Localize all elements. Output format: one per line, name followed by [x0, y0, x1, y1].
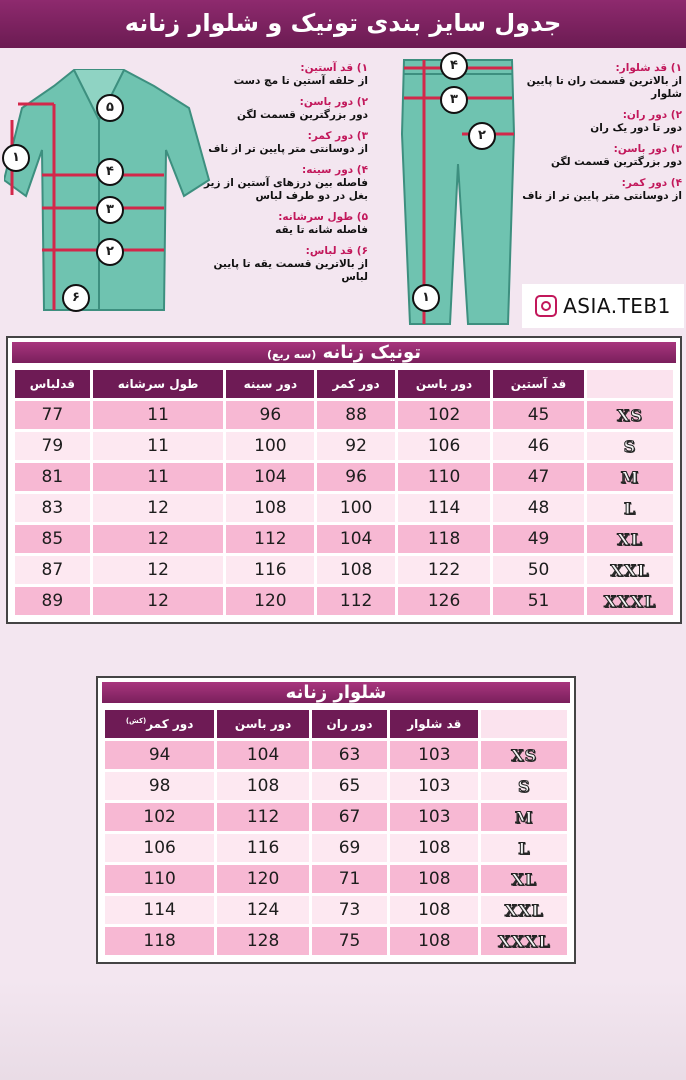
table-cell: 69 — [312, 834, 387, 862]
table-cell: 48 — [493, 494, 584, 522]
table-row — [105, 896, 567, 924]
table-cell: 112 — [317, 587, 395, 615]
bottom-fade — [0, 980, 686, 1080]
watermark-text: ASIA.TEB1 — [563, 294, 671, 318]
table-cell: 108 — [317, 556, 395, 584]
tunic-marker-4: ۴ — [96, 158, 124, 186]
tunic-note-5: ۵) طول سرشانه: فاصله شانه تا یقه — [275, 211, 368, 236]
table-cell: 46 — [493, 432, 584, 460]
table-cell: 128 — [217, 927, 309, 955]
table-cell: 114 — [398, 494, 490, 522]
table-cell: 118 — [398, 525, 490, 553]
table-cell: 112 — [226, 525, 314, 553]
tunic-marker-1: ۱ — [2, 144, 30, 172]
table-cell: 106 — [398, 432, 490, 460]
tunic-note-6: ۶) قد لباس: از بالاترین قسمت یقه تا پایین لباس — [213, 245, 368, 283]
table-cell: 106 — [105, 834, 214, 862]
table-row — [105, 741, 567, 769]
table-cell: 103 — [390, 803, 478, 831]
header-chest: دور سینه — [226, 370, 314, 398]
pants-marker-4: ۴ — [440, 52, 468, 80]
table-cell: 79 — [15, 432, 90, 460]
tunic-note-1: ۱) قد آستین: از حلقه آستین تا مچ دست — [233, 62, 368, 87]
pants-marker-3: ۳ — [440, 86, 468, 114]
table-cell: 12 — [93, 494, 224, 522]
pants-note-4: ۴) دور کمر: از دوسانتی متر پایین تر از ناف — [522, 177, 682, 202]
tunic-table-caption: تونیک زنانه (سه ربع) — [12, 342, 676, 363]
size-column-header — [481, 710, 567, 738]
header-waist: دور کمر — [317, 370, 395, 398]
table-cell: 104 — [317, 525, 395, 553]
table-cell: 88 — [317, 401, 395, 429]
pants-note-3: ۳) دور باسن: دور بزرگترین قسمت لگن — [551, 143, 682, 168]
size-label: XS — [481, 741, 567, 769]
pants-marker-1: ۱ — [412, 284, 440, 312]
table-cell: 63 — [312, 741, 387, 769]
table-row — [105, 865, 567, 893]
tunic-note-2: ۲) دور باسن: دور بزرگترین قسمت لگن — [237, 96, 368, 121]
table-row — [15, 463, 673, 491]
table-cell: 110 — [105, 865, 214, 893]
table-cell: 92 — [317, 432, 395, 460]
size-label: M — [587, 463, 673, 491]
size-label: XXXL — [481, 927, 567, 955]
table-cell: 85 — [15, 525, 90, 553]
tunic-notes — [184, 62, 368, 292]
header-shoulder: طول سرشانه — [93, 370, 224, 398]
table-cell: 104 — [217, 741, 309, 769]
header-waist: دور کمر$^{(کش)}$ — [105, 710, 214, 738]
table-row — [15, 556, 673, 584]
header-thigh: دور ران — [312, 710, 387, 738]
instagram-icon — [535, 295, 557, 317]
tunic-note-4: ۴) دور سینه: فاصله بین درزهای آستین از زیر بغل در دو طرف لباس — [203, 164, 368, 202]
table-cell: 96 — [317, 463, 395, 491]
header-hip: دور باسن — [217, 710, 309, 738]
size-label: S — [587, 432, 673, 460]
pants-note-2: ۲) دور ران: دور تا دور یک ران — [590, 109, 682, 134]
size-label: XXL — [587, 556, 673, 584]
table-cell: 108 — [390, 865, 478, 893]
table-cell: 51 — [493, 587, 584, 615]
tunic-marker-6: ۶ — [62, 284, 90, 312]
size-label: XL — [587, 525, 673, 553]
table-cell: 110 — [398, 463, 490, 491]
table-cell: 94 — [105, 741, 214, 769]
table-cell: 126 — [398, 587, 490, 615]
table-cell: 89 — [15, 587, 90, 615]
table-cell: 102 — [105, 803, 214, 831]
table-cell: 12 — [93, 587, 224, 615]
table-cell: 114 — [105, 896, 214, 924]
table-cell: 47 — [493, 463, 584, 491]
table-cell: 103 — [390, 772, 478, 800]
header-pants-length: قد شلوار — [390, 710, 478, 738]
table-cell: 100 — [317, 494, 395, 522]
table-cell: 108 — [226, 494, 314, 522]
table-row — [15, 494, 673, 522]
tunic-note-3: ۳) دور کمر: از دوسانتی متر پایین تر از ناف — [208, 130, 368, 155]
table-row — [15, 432, 673, 460]
table-cell: 100 — [226, 432, 314, 460]
table-cell: 81 — [15, 463, 90, 491]
table-cell: 75 — [312, 927, 387, 955]
table-cell: 12 — [93, 525, 224, 553]
table-row — [105, 834, 567, 862]
size-label: XXXL — [587, 587, 673, 615]
table-row — [105, 772, 567, 800]
table-cell: 122 — [398, 556, 490, 584]
tunic-marker-5: ۵ — [96, 94, 124, 122]
table-cell: 65 — [312, 772, 387, 800]
table-cell: 108 — [390, 896, 478, 924]
tunic-marker-2: ۲ — [96, 238, 124, 266]
size-label: XXL — [481, 896, 567, 924]
page-title: جدول سایز بندی تونیک و شلوار زنانه — [0, 0, 686, 48]
table-cell: 118 — [105, 927, 214, 955]
instagram-watermark — [522, 284, 684, 328]
table-cell: 73 — [312, 896, 387, 924]
table-cell: 116 — [226, 556, 314, 584]
table-cell: 102 — [398, 401, 490, 429]
tunic-marker-3: ۳ — [96, 196, 124, 224]
pants-note-1: ۱) قد شلوار: از بالاترین قسمت ران تا پایین شلوار — [526, 62, 682, 100]
header-dress-length: قدلباس — [15, 370, 90, 398]
table-row — [15, 587, 673, 615]
table-cell: 11 — [93, 401, 224, 429]
table-cell: 49 — [493, 525, 584, 553]
size-column-header — [587, 370, 673, 398]
tunic-size-table — [6, 336, 682, 624]
table-cell: 116 — [217, 834, 309, 862]
tunic-table-grid — [12, 367, 676, 618]
table-cell: 108 — [390, 927, 478, 955]
table-cell: 67 — [312, 803, 387, 831]
table-cell: 87 — [15, 556, 90, 584]
table-cell: 83 — [15, 494, 90, 522]
size-label: S — [481, 772, 567, 800]
size-label: L — [481, 834, 567, 862]
table-row — [105, 803, 567, 831]
table-cell: 120 — [217, 865, 309, 893]
table-cell: 120 — [226, 587, 314, 615]
table-row — [15, 525, 673, 553]
table-cell: 98 — [105, 772, 214, 800]
size-label: XL — [481, 865, 567, 893]
table-cell: 12 — [93, 556, 224, 584]
table-cell: 11 — [93, 463, 224, 491]
table-cell: 77 — [15, 401, 90, 429]
table-cell: 50 — [493, 556, 584, 584]
header-sleeve-length: قد آستین — [493, 370, 584, 398]
size-label: L — [587, 494, 673, 522]
size-label: XS — [587, 401, 673, 429]
pants-notes — [516, 62, 682, 211]
pants-marker-2: ۲ — [468, 122, 496, 150]
table-cell: 103 — [390, 741, 478, 769]
size-label: M — [481, 803, 567, 831]
pants-table-caption: شلوار زنانه — [102, 682, 570, 703]
table-cell: 108 — [217, 772, 309, 800]
pants-table-grid — [102, 707, 570, 958]
table-cell: 96 — [226, 401, 314, 429]
table-row — [15, 401, 673, 429]
header-hip: دور باسن — [398, 370, 490, 398]
table-cell: 71 — [312, 865, 387, 893]
pants-size-table — [96, 676, 576, 964]
table-cell: 11 — [93, 432, 224, 460]
table-row — [105, 927, 567, 955]
table-cell: 45 — [493, 401, 584, 429]
table-cell: 112 — [217, 803, 309, 831]
table-cell: 108 — [390, 834, 478, 862]
table-cell: 104 — [226, 463, 314, 491]
table-cell: 124 — [217, 896, 309, 924]
